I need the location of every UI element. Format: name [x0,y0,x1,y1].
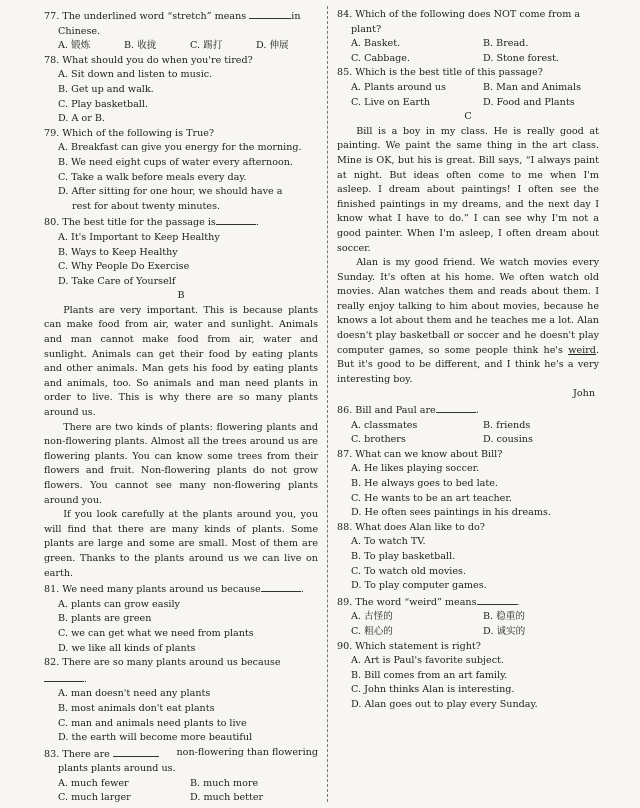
option-d[interactable]: D. the earth will become more beautiful [58,732,253,744]
answer-blank[interactable] [436,402,476,413]
right-column [337,8,599,713]
passage-b-paragraph: If you look carefully at the plants around you, you will find that there are many kinds of plants. Some plants are large and some are small. Most of them are green. Thanks to the plants around us we can live on earth. [44,509,318,579]
answer-blank[interactable] [249,8,291,19]
question-78 [44,54,318,127]
option-c[interactable]: C. much larger [58,792,131,804]
answer-blank[interactable] [477,594,517,605]
option-b[interactable]: B. friends [483,419,531,431]
option-a[interactable]: A. man doesn't need any plants [58,688,211,700]
option-d[interactable]: D. Stone forest. [483,52,559,64]
question-90 [337,640,599,713]
option-d[interactable]: D. cousins [483,434,533,446]
q81-stem: 81. We need many plants around us because [44,584,261,596]
option-c[interactable]: C. He wants to be an art teacher. [351,492,512,504]
option-d[interactable]: D. Take Care of Yourself [58,275,176,287]
option-b[interactable]: B. Get up and walk. [58,83,154,95]
option-a[interactable]: A. 古怪的 [351,611,393,623]
option-a[interactable]: A. Plants around us [351,81,447,93]
option-d[interactable]: D. Alan goes out to play every Sunday. [351,698,538,710]
option-b[interactable]: B. plants are green [58,613,152,625]
answer-blank[interactable] [216,214,256,225]
question-85 [337,66,599,110]
question-83: 83. There are non-flowering than flowering plants plants around us. A. much fewer B. much more C. much larger D. much better [44,746,318,806]
option-b[interactable]: B. 收拢 [124,40,157,52]
q77-stem: 77. The underlined word “stretch” means [44,11,247,22]
question-86: 86. Bill and Paul are . A. classmates B. friends C. brothers D. cousins [337,402,599,448]
option-c[interactable]: C. Take a walk before meals every day. [58,171,247,183]
option-b[interactable]: B. Bread. [483,38,529,50]
answer-blank[interactable] [113,746,159,757]
q79-stem: 79. Which of the following is True? [44,127,215,139]
option-c[interactable]: C. Live on Earth [351,96,431,108]
q84-stem: 84. Which of the following does NOT come from a [337,9,581,20]
option-c[interactable]: C. Cabbage. [351,52,411,64]
option-b[interactable]: B. Man and Animals [483,81,581,93]
option-d[interactable]: D. He often sees paintings in his dreams. [351,507,551,519]
option-d[interactable]: D. 诚实的 [483,625,526,637]
option-b[interactable]: B. He always goes to bed late. [351,478,498,489]
option-a[interactable]: A. Art is Paul's favorite subject. [351,655,504,667]
underlined-word-weird: weird [568,344,596,356]
q88-stem: 88. What does Alan like to do? [337,521,485,533]
option-a[interactable]: A. plants can grow easily [58,598,180,610]
option-a[interactable]: A. He likes playing soccer. [351,463,480,475]
q87-stem: 87. What can we know about Bill? [337,448,503,460]
question-87 [337,448,599,521]
option-d[interactable]: D. much better [190,792,264,804]
question-79: 79. Which of the following is True? A. Breakfast can give you energy for the morning. B. We need eight cups of water every afternoon. C. Take a walk before meals every day. D. After sitting for one hour, we should have a rest for about twenty minutes. [44,127,318,215]
question-89: 89. The word “weird” means . A. 古怪的 B. 稳重的 C. 粗心的 D. 诚实的 [337,594,599,640]
option-d[interactable]: D. To play computer games. [351,580,487,592]
option-d[interactable]: D. After sitting for one hour, we should have a [58,186,283,198]
option-c[interactable]: C. 粗心的 [351,625,393,637]
option-d[interactable]: D. A or B. [58,113,105,125]
q83-stem: 83. There are [44,748,110,760]
option-c[interactable]: C. Why People Do Exercise [58,261,190,273]
q89-stem: 89. The word “weird” means [337,596,477,608]
option-b[interactable]: B. Bill comes from an art family. [351,669,508,681]
option-c[interactable]: C. man and animals need plants to live [58,717,247,729]
option-b[interactable]: B. Ways to Keep Healthy [58,246,178,258]
q85-stem: 85. Which is the best title of this passage? [337,67,543,79]
question-81: 81. We need many plants around us because . A. plants can grow easily B. plants are green C. we can get what we need from plants D. we like all kinds of plants [44,581,318,656]
option-c[interactable]: C. John thinks Alan is interesting. [351,684,515,696]
option-a[interactable]: A. Sit down and listen to music. [58,69,213,81]
question-80: 80. The best title for the passage is . A. It's Important to Keep Healthy B. Ways to Keep Healthy C. Why People Do Exercise D. Take Care of Yourself [44,214,318,289]
passage-b-paragraph: Plants are very important. This is because plants can make food from air, water and sunlight. Animals and man cannot make food from air, water and sunlight. Animals can get their food by eating plants and other animals. Man gets his food by eating plants and animals, too. So animals and man need plants in order to live. This is why there are so many plants around us. [44,304,318,419]
option-a[interactable]: A. It's Important to Keep Healthy [58,231,220,243]
option-a[interactable]: A. classmates [351,419,418,431]
answer-blank[interactable] [261,581,301,592]
option-b[interactable]: B. To play basketball. [351,550,456,562]
q90-stem: 90. Which statement is right? [337,640,481,652]
option-a[interactable]: A. To watch TV. [351,536,426,548]
option-c[interactable]: C. brothers [351,434,406,446]
option-b[interactable]: B. much more [190,777,259,789]
option-b[interactable]: B. We need eight cups of water every afternoon. [58,156,293,168]
left-column [44,8,318,806]
passage-b-paragraph: There are two kinds of plants: flowering plants and non-flowering plants. Almost all the trees around us are flowering plants. You can know some trees from their flowers and fruit. Non-flowering plants do not grow flowers. You cannot see many non-flowering plants around you. [44,421,318,506]
answer-blank[interactable] [44,671,84,682]
q78-stem: 78. What should you do when you're tired? [44,54,253,66]
option-c[interactable]: C. 踢打 [190,40,223,52]
q80-stem: 80. The best title for the passage is [44,217,216,229]
section-b-heading: B [177,290,185,302]
option-b[interactable]: B. most animals don't eat plants [58,702,215,714]
section-c-heading: C [464,111,472,123]
option-a[interactable]: A. Breakfast can give you energy for the morning. [58,142,302,154]
option-a[interactable]: A. much fewer [58,777,129,789]
option-d[interactable]: D. 伸展 [256,40,289,52]
passage-c-paragraph: Bill is a boy in my class. He is really good at painting. We paint the same thing in the art class. Mine is OK, but his is great. Bill says, “I always paint at night. But ideas often come to me when I'm asleep. I dream about paintings! I often see the finished paintings in my dreams, and the next day I know what I have to do.” I can see why I'm not a good painter. When I'm asleep, I often dream about soccer. [337,125,599,254]
column-divider [327,6,328,802]
author-signature: John [573,388,595,400]
option-c[interactable]: C. Play basketball. [58,98,148,110]
option-d[interactable]: D. Food and Plants [483,96,575,108]
option-c[interactable]: C. we can get what we need from plants [58,627,254,639]
option-b[interactable]: B. 稳重的 [483,611,525,623]
option-c[interactable]: C. To watch old movies. [351,565,467,577]
question-88 [337,521,599,594]
option-d[interactable]: D. we like all kinds of plants [58,642,196,654]
q86-stem: 86. Bill and Paul are [337,405,436,417]
question-84: 84. Which of the following does NOT come from a plant? A. Basket. B. Bread. C. Cabbage. D. Stone forest. [337,8,599,66]
option-a[interactable]: A. Basket. [351,38,401,50]
question-82: 82. There are so many plants around us because. A. man doesn't need any plants B. most animals don't eat plants C. man and animals need plants to live D. the earth will become more beautiful [44,656,318,746]
question-77: 77. The underlined word “stretch” means in Chinese. A. 锻炼 B. 收拢 C. 踢打 D. 伸展 [44,8,318,54]
q82-stem: 82. There are so many plants around us because [44,657,281,669]
passage-c-paragraph: Alan is my good friend. We watch movies every Sunday. It's often at his home. We often watch old movies. Alan watches them and reads about them. I really enjoy talking to him about movies, because he knows a lot about them and he teaches me a lot. Alan doesn't play basketball or soccer and he doesn't play computer games, so some people think he's weird. But it's good to be different, and I think he's a very interesting boy. [337,257,599,385]
option-a[interactable]: A. 锻炼 [58,40,91,52]
